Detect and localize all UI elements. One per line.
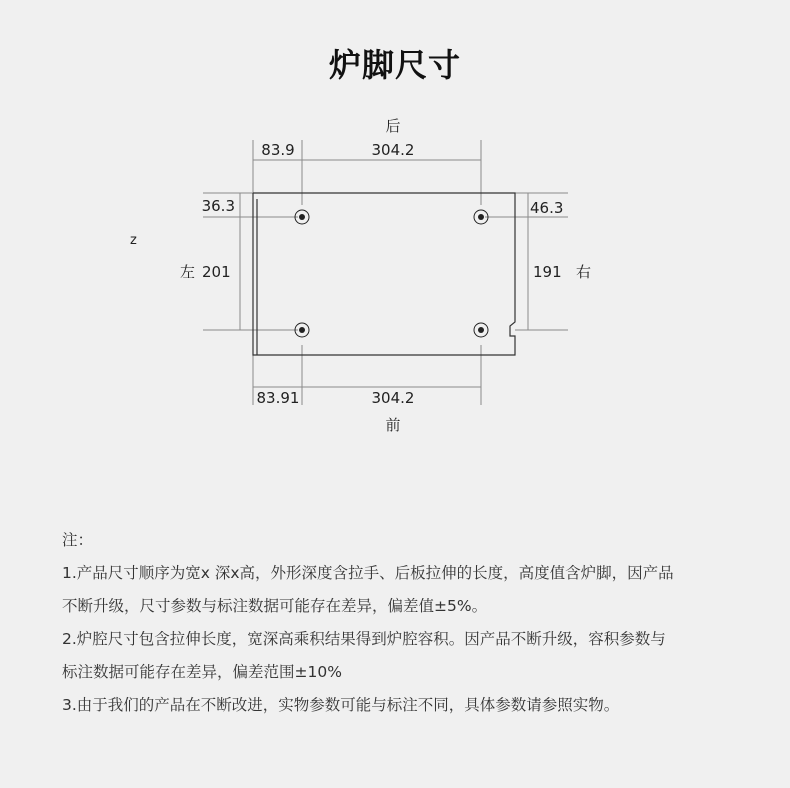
notes-section — [62, 524, 752, 722]
dim-left-depth: 201 — [202, 263, 231, 281]
dim-bottom-offset: 83.91 — [256, 389, 300, 407]
dim-right-offset: 46.3 — [530, 199, 564, 217]
dim-top-spacing: 304.2 — [371, 141, 415, 159]
notes-line-1: 1.产品尺寸顺序为宽x 深x高，外形深度含拉手、后板拉伸的长度，高度值含炉脚，因产品 — [62, 564, 674, 582]
dim-top-offset: 83.9 — [261, 141, 295, 159]
label-back: 后 — [385, 117, 401, 135]
dim-bottom-spacing: 304.2 — [371, 389, 415, 407]
dimension-lines — [203, 140, 568, 405]
label-left: 左 — [180, 263, 196, 281]
notes-line-4: 标注数据可能存在差异，偏差范围±10% — [62, 663, 342, 681]
label-right: 右 — [576, 263, 592, 281]
notes-line-5: 3.由于我们的产品在不断改进，实物参数可能与标注不同，具体参数请参照实物。 — [62, 696, 620, 714]
notes-line-2: 不断升级，尺寸参数与标注数据可能存在差异，偏差值±5%。 — [62, 597, 488, 615]
label-front: 前 — [385, 416, 401, 434]
dim-left-offset: 36.3 — [201, 197, 235, 215]
foot-front-right — [474, 323, 488, 337]
dim-right-depth: 191 — [533, 263, 562, 281]
label-fragment: z — [130, 233, 137, 248]
page-title: 炉脚尺寸 — [328, 46, 461, 84]
notes-heading: 注： — [62, 531, 94, 549]
notes-line-3: 2.炉腔尺寸包含拉伸长度，宽深高乘积结果得到炉腔容积。因产品不断升级，容积参数与 — [62, 630, 666, 648]
